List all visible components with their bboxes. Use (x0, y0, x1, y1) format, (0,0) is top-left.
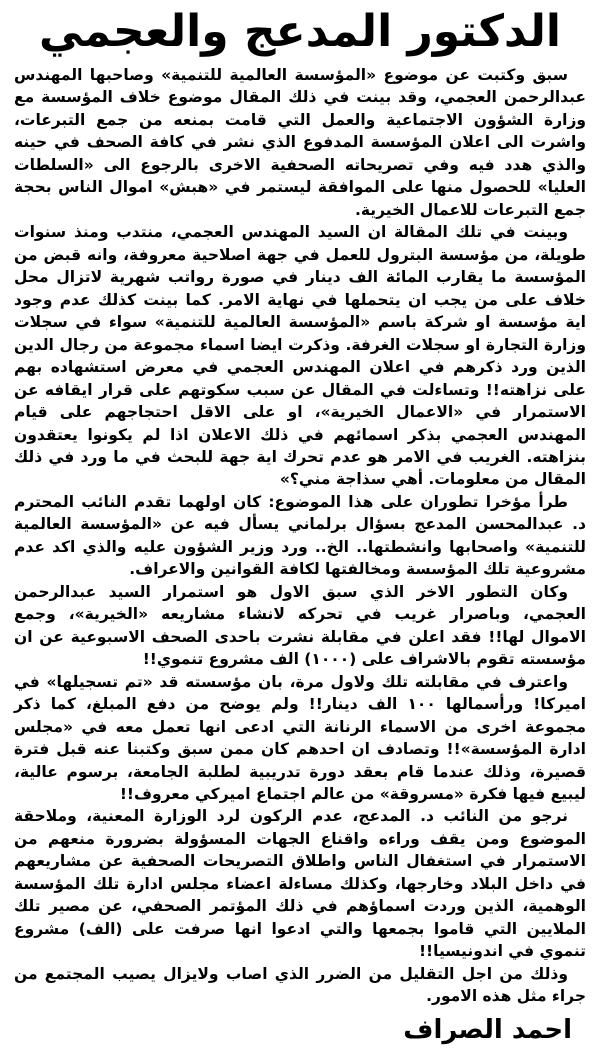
author-signature: احمد الصراف (403, 1015, 572, 1045)
article-paragraph: وذلك من اجل التقليل من الضرر الذي اصاب ولايزال يصيب المجتمع من جراء مثل هذه الامور. (14, 964, 586, 1006)
article-paragraph: سبق وكتبت عن موضوع «المؤسسة العالمية للتنمية» وصاحبها المهندس عبدالرحمن العجمي، وقد بينت في ذلك المقال موضوع خلاف المؤسسة مع وزارة الشؤون الاجتماعية والعمل التي قامت بمنعه من جمع التبرعات، واشرت الى اعلان المؤسسة المدفوع الذي نشر في كافة الصحف في حينه والذي هدد فيه وفي تصريحاته الصحفية الاخرى بالرجوع الى «السلطات العليا» للحصول منها على الموافقة ليستمر في «هبش» اموال الناس بحجة جمع التبرعات للاعمال الخيرية. (14, 66, 586, 219)
article-title: الدكتور المدعج والعجمي (39, 6, 561, 57)
article-paragraph: طرأ مؤخرا تطوران على هذا الموضوع: كان اولهما تقدم النائب المحترم د. عبدالمحسن المدعج بسؤال برلماني يسأل فيه عن «المؤسسة العالمية للتنمية» واصحابها وانشطتها.. الخ.. ورد وزير الشؤون عليه والذي اكد عدم مشروعية تلك المؤسسة ومخالفتها لكافة القوانين والاعراف. (14, 492, 586, 579)
article-paragraph: وبينت في تلك المقالة ان السيد المهندس العجمي، منتدب ومنذ سنوات طويلة، من مؤسسة البترول للعمل في جهة اصلاحية معروفة، وانه قبض من المؤسسة ما يقارب المائة الف دينار في صورة رواتب شهرية لاتزال محل خلاف على من يجب ان يتحملها في نهاية الامر. كما بينت كذلك عدم وجود اية مؤسسة او شركة باسم «المؤسسة العالمية للتنمية» سواء في سجلات وزارة التجارة او سجلات الغرفة. وذكرت ايضا اسماء مجموعة من رجال الدين الذين ورد ذكرهم في اعلان المهندس العجمي في معرض استشهاده بهم على نزاهته!! وتساءلت في المقال عن سبب سكوتهم على قرار ايقافه عن الاستمرار في «الاعمال الخيرية»، او على الاقل احتجاجهم على قيام المهندس العجمي بذكر اسمائهم في ذلك الاعلان اذا لم يكونوا يعتقدون بنزاهته. الغريب في الامر هو عدم تحرك اية جهة للبحث في ما ورد في ذلك المقال من معلومات. أهي سذاجة مني؟» (14, 223, 586, 489)
article-body (14, 64, 586, 1008)
article-paragraph: وكان التطور الاخر الذي سبق الاول هو استمرار السيد عبدالرحمن العجمي، وباصرار غريب في تحركه لانشاء مشاريعه «الخيرية»، وجمع الاموال لها!! فقد اعلن في مقابلة نشرت باحدى الصحف الاسبوعية عن ان مؤسسته تقوم بالاشراف على (١٠٠٠) الف مشروع تنموي!! (14, 582, 586, 669)
article-paragraph: واعترف في مقابلته تلك ولاول مرة، بان مؤسسته قد «تم تسجيلها» في اميركا! ورأسمالها ١٠٠ الف دينار!! ولم يوضح من دفع المبلغ، كما ذكر مجموعة اخرى من الاسماء الرنانة التي ادعى انها تعمل معه في «مجلس ادارة المؤسسة»!! وتصادف ان احدهم كان ممن سبق وكتبنا عنه قبل فترة قصيرة، وذلك عندما قام بعقد دورة تدريبية لطلبة الجامعة، برسوم عالية، ليبيع فيها فكرة «مسروقة» من عالم اجتماع اميركي معروف!! (14, 672, 586, 803)
article-paragraph: نرجو من النائب د. المدعج، عدم الركون لرد الوزارة المعنية، وملاحقة الموضوع ومن يقف وراءه واقناع الجهات المسؤولة بضرورة منعهم من الاستمرار في استغفال الناس واطلاق التصريحات الصحفية عن مشاريعهم في داخل البلاد وخارجها، وكذلك مساءلة اعضاء مجلس ادارة تلك المؤسسة الوهمية، الذين وردت اسماؤهم في ذلك المؤتمر الصحفي، عن مصير تلك الملايين التي قاموا بجمعها والتي ادعوا انها صرفت على (الف) مشروع تنموي في اندونيسيا!! (14, 807, 586, 961)
